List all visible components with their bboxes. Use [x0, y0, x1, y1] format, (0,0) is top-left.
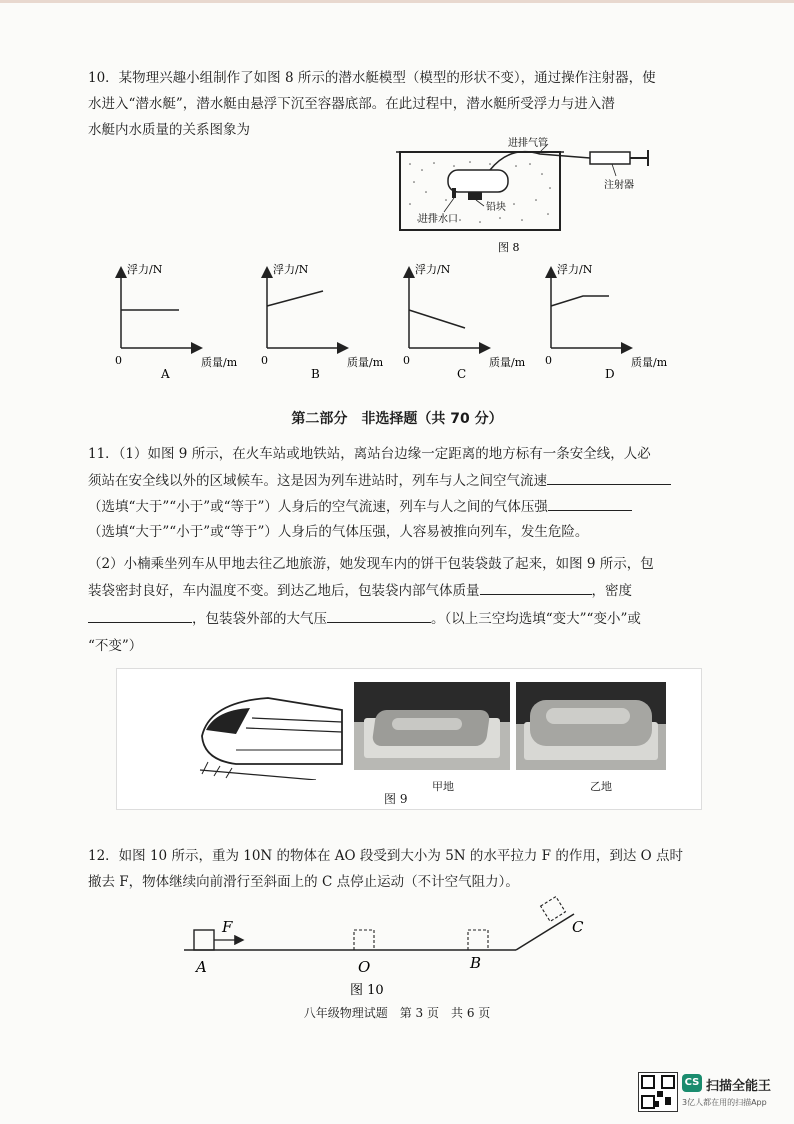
graph-c-xlabel: 质量/m	[489, 356, 526, 369]
option-b-letter: B	[311, 367, 320, 381]
graph-c-origin: 0	[403, 354, 410, 367]
lead-weight	[468, 192, 482, 200]
q11-p1-line-3-text: （选填“大于”“小于”或“等于”）人身后的空气流速，列车与人之间的气体压强	[88, 499, 548, 515]
q11-p2-line-1: （2）小楠乘坐列车从甲地去往乙地旅游，她发现车内的饼干包装袋鼓了起来，如图 9 所示，包	[88, 556, 654, 572]
figure-8-caption: 图 8	[498, 241, 520, 254]
graph-a-ylabel: 浮力/N	[127, 263, 163, 276]
graph-d-ylabel: 浮力/N	[557, 263, 593, 276]
label-syringe: 注射器	[604, 180, 634, 191]
label-force-f: F	[222, 918, 233, 936]
figure-9-caption: 图 9	[384, 792, 408, 806]
graph-a-origin: 0	[115, 354, 122, 367]
graph-b-line	[267, 291, 323, 306]
watermark-tagline: 3亿人都在用的扫描App	[682, 1098, 767, 1107]
page-footer: 八年级物理试题 第 3 页 共 6 页	[303, 1006, 491, 1020]
q11-p1-line-1: 11．（1）如图 9 所示，在火车站或地铁站，离站台边缘一定距离的地方标有一条安全线，人必	[88, 446, 651, 462]
train-drawing	[196, 688, 346, 780]
q10-line-2: 水进入“潜水艇”，潜水艇由悬浮下沉至容器底部。在此过程中，潜水艇所受浮力与进入潜	[88, 96, 615, 112]
q11-p2-line-3-text-b: 。（以上三空均选填“变大”“变小”或	[431, 611, 641, 627]
q12-line-1: 12．如图 10 所示，重为 10N 的物体在 AO 段受到大小为 5N 的水平拉力 F 的作用，到达 O 点时	[88, 848, 683, 864]
label-point-b: B	[470, 954, 482, 972]
label-point-c: C	[572, 918, 584, 936]
photo-bag-jia	[354, 682, 510, 770]
graph-option-d[interactable]	[545, 262, 668, 381]
label-jia-di: 甲地	[432, 780, 454, 793]
answer-blank-4[interactable]	[88, 610, 192, 623]
label-air-tube: 进排气管	[508, 138, 548, 149]
syringe	[590, 152, 630, 164]
block-at-o	[354, 930, 374, 950]
qr-code-icon	[638, 1072, 678, 1112]
label-point-o: O	[358, 958, 371, 976]
graph-b-ylabel: 浮力/N	[273, 263, 309, 276]
graph-b-xlabel: 质量/m	[347, 356, 384, 369]
figure-10-motion	[180, 896, 600, 1006]
block-at-c	[541, 897, 566, 922]
q11-p1-line-4: （选填“大于”“小于”或“等于”）人身后的气体压强，人容易被推向列车，发生危险。	[88, 524, 589, 540]
air-tube	[490, 152, 590, 170]
camscanner-logo-icon: CS	[682, 1074, 702, 1092]
graph-option-b[interactable]	[261, 262, 384, 381]
option-a-letter: A	[161, 367, 170, 381]
q11-p2-line-3	[88, 610, 641, 627]
graph-option-c[interactable]	[403, 262, 526, 381]
watermark-app-name: 扫描全能王	[706, 1079, 772, 1094]
q11-p1-line-2-text: 须站在安全线以外的区域候车。这是因为列车进站时，列车与人之间空气流速	[88, 473, 547, 489]
block-at-b	[468, 930, 488, 950]
graph-option-a[interactable]	[115, 262, 238, 381]
label-yi-di: 乙地	[590, 780, 612, 793]
label-lead-weight: 铅块	[486, 202, 506, 213]
option-d-letter: D	[605, 367, 615, 381]
page-top-edge	[0, 0, 794, 3]
graph-b-origin: 0	[261, 354, 268, 367]
submarine-model	[448, 170, 508, 192]
label-water-port: 进排水口	[418, 214, 458, 225]
graph-c-ylabel: 浮力/N	[415, 263, 451, 276]
inclined-surface	[516, 914, 574, 950]
block-at-a	[194, 930, 214, 950]
graph-a-xlabel: 质量/m	[201, 356, 238, 369]
q11-p2-line-4: “不变”）	[88, 638, 143, 654]
graph-d-xlabel: 质量/m	[631, 356, 668, 369]
figure-10-caption: 图 10	[350, 983, 384, 998]
option-c-letter: C	[457, 367, 467, 381]
graph-c-line	[409, 310, 465, 328]
answer-blank-3[interactable]	[480, 582, 592, 595]
q11-p1-line-2	[88, 472, 671, 489]
answer-blank-1[interactable]	[547, 472, 671, 485]
q11-p2-line-3-text-a: ，包装袋外部的大气压	[192, 611, 327, 627]
answer-blank-2[interactable]	[548, 498, 632, 511]
label-point-a: A	[196, 958, 207, 976]
graph-d-line	[551, 296, 609, 306]
graph-d-origin: 0	[545, 354, 552, 367]
photo-bag-yi	[516, 682, 666, 770]
figure-8-submarine	[390, 130, 660, 255]
q12-line-2: 撤去 F，物体继续向前滑行至斜面上的 C 点停止运动（不计空气阻力）。	[88, 874, 519, 890]
answer-blank-5[interactable]	[327, 610, 431, 623]
q10-line-3: 水艇内水质量的关系图象为	[88, 122, 250, 138]
q10-line-1: 10．某物理兴趣小组制作了如图 8 所示的潜水艇模型（模型的形状不变），通过操作注射器，使	[88, 70, 656, 86]
q11-p2-line-2-text-a: 装袋密封良好，车内温度不变。到达乙地后，包装袋内部气体质量	[88, 583, 480, 599]
q11-p1-line-3	[88, 498, 632, 515]
q11-p2-line-2	[88, 582, 632, 599]
section-2-title: 第二部分 非选择题（共 70 分）	[291, 411, 503, 427]
option-graphs	[105, 262, 705, 387]
q11-p2-line-2-text-b: ，密度	[591, 583, 632, 599]
